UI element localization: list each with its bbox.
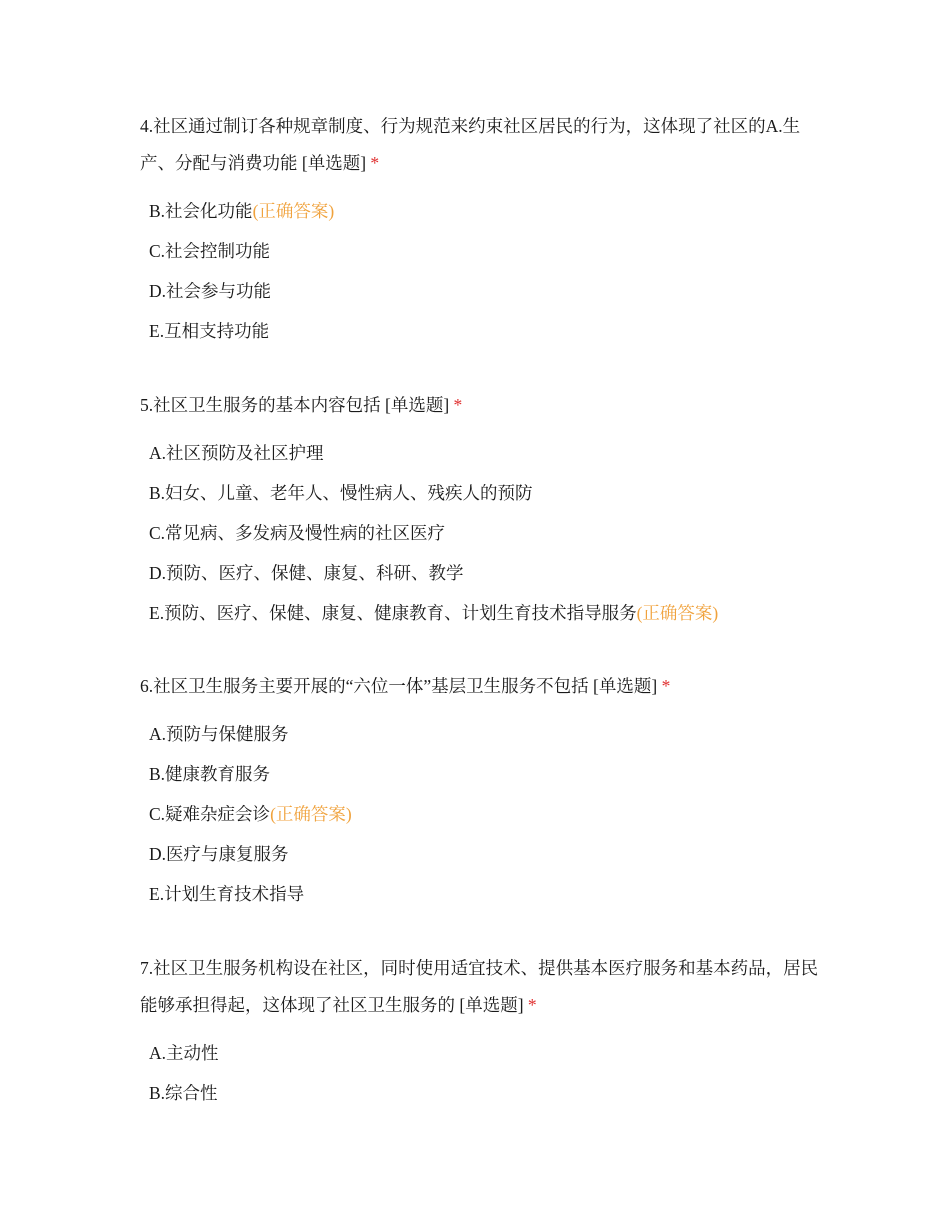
option-text: D.预防、医疗、保健、康复、科研、教学 xyxy=(149,563,464,583)
option-text: B.健康教育服务 xyxy=(149,764,271,784)
required-mark: * xyxy=(527,995,537,1015)
option-a xyxy=(149,714,820,754)
option-text: C.社会控制功能 xyxy=(149,241,271,261)
option-a xyxy=(149,433,820,473)
question-text: 6.社区卫生服务主要开展的“六位一体”基层卫生服务不包括 [单选题] xyxy=(140,676,658,696)
option-text: A.社区预防及社区护理 xyxy=(149,443,324,463)
option-d xyxy=(149,834,820,874)
option-text: A.预防与保健服务 xyxy=(149,724,289,744)
required-mark: * xyxy=(370,153,380,173)
correct-answer-tag: (正确答案) xyxy=(636,603,719,623)
option-b xyxy=(149,754,820,794)
question-title xyxy=(140,950,820,1024)
option-list xyxy=(140,433,820,633)
option-text: C.疑难杂症会诊 xyxy=(149,804,271,824)
correct-answer-tag: (正确答案) xyxy=(270,804,352,824)
required-mark: * xyxy=(661,676,671,696)
option-a xyxy=(149,1033,820,1073)
question-text: 4.社区通过制订各种规章制度、行为规范来约束社区居民的行为，这体现了社区的A.生产、分配与消费功能 [单选题] xyxy=(140,116,801,173)
option-c xyxy=(149,794,820,834)
option-text: B.妇女、儿童、老年人、慢性病人、残疾人的预防 xyxy=(149,483,533,503)
required-mark: * xyxy=(453,395,463,415)
option-c xyxy=(149,513,820,553)
option-e xyxy=(149,874,820,914)
option-text: D.社会参与功能 xyxy=(149,281,272,301)
option-list xyxy=(140,714,820,914)
correct-answer-tag: (正确答案) xyxy=(252,201,335,221)
question-title xyxy=(140,108,820,182)
question-6 xyxy=(140,668,820,914)
option-text: E.计划生育技术指导 xyxy=(149,884,305,904)
question-text: 5.社区卫生服务的基本内容包括 [单选题] xyxy=(140,395,450,415)
option-text: C.常见病、多发病及慢性病的社区医疗 xyxy=(149,523,446,543)
option-c xyxy=(149,231,820,271)
option-e xyxy=(149,593,820,633)
option-text: A.主动性 xyxy=(149,1043,219,1063)
question-text: 7.社区卫生服务机构设在社区，同时使用适宜技术、提供基本医疗服务和基本药品，居民能够承担得起，这体现了社区卫生服务的 [单选题] xyxy=(140,958,819,1015)
option-d xyxy=(149,271,820,311)
option-b xyxy=(149,1073,820,1113)
question-5 xyxy=(140,387,820,633)
option-text: D.医疗与康复服务 xyxy=(149,844,289,864)
question-4 xyxy=(140,108,820,351)
option-list xyxy=(140,1033,820,1113)
option-text: B.社会化功能 xyxy=(149,201,253,221)
option-text: E.预防、医疗、保健、康复、健康教育、计划生育技术指导服务 xyxy=(149,603,637,623)
option-e xyxy=(149,311,820,351)
question-7 xyxy=(140,950,820,1113)
option-list xyxy=(140,191,820,351)
option-text: B.综合性 xyxy=(149,1083,218,1103)
option-b xyxy=(149,473,820,513)
option-text: E.互相支持功能 xyxy=(149,321,270,341)
option-d xyxy=(149,553,820,593)
option-b xyxy=(149,191,820,231)
question-title xyxy=(140,668,820,705)
question-title xyxy=(140,387,820,424)
